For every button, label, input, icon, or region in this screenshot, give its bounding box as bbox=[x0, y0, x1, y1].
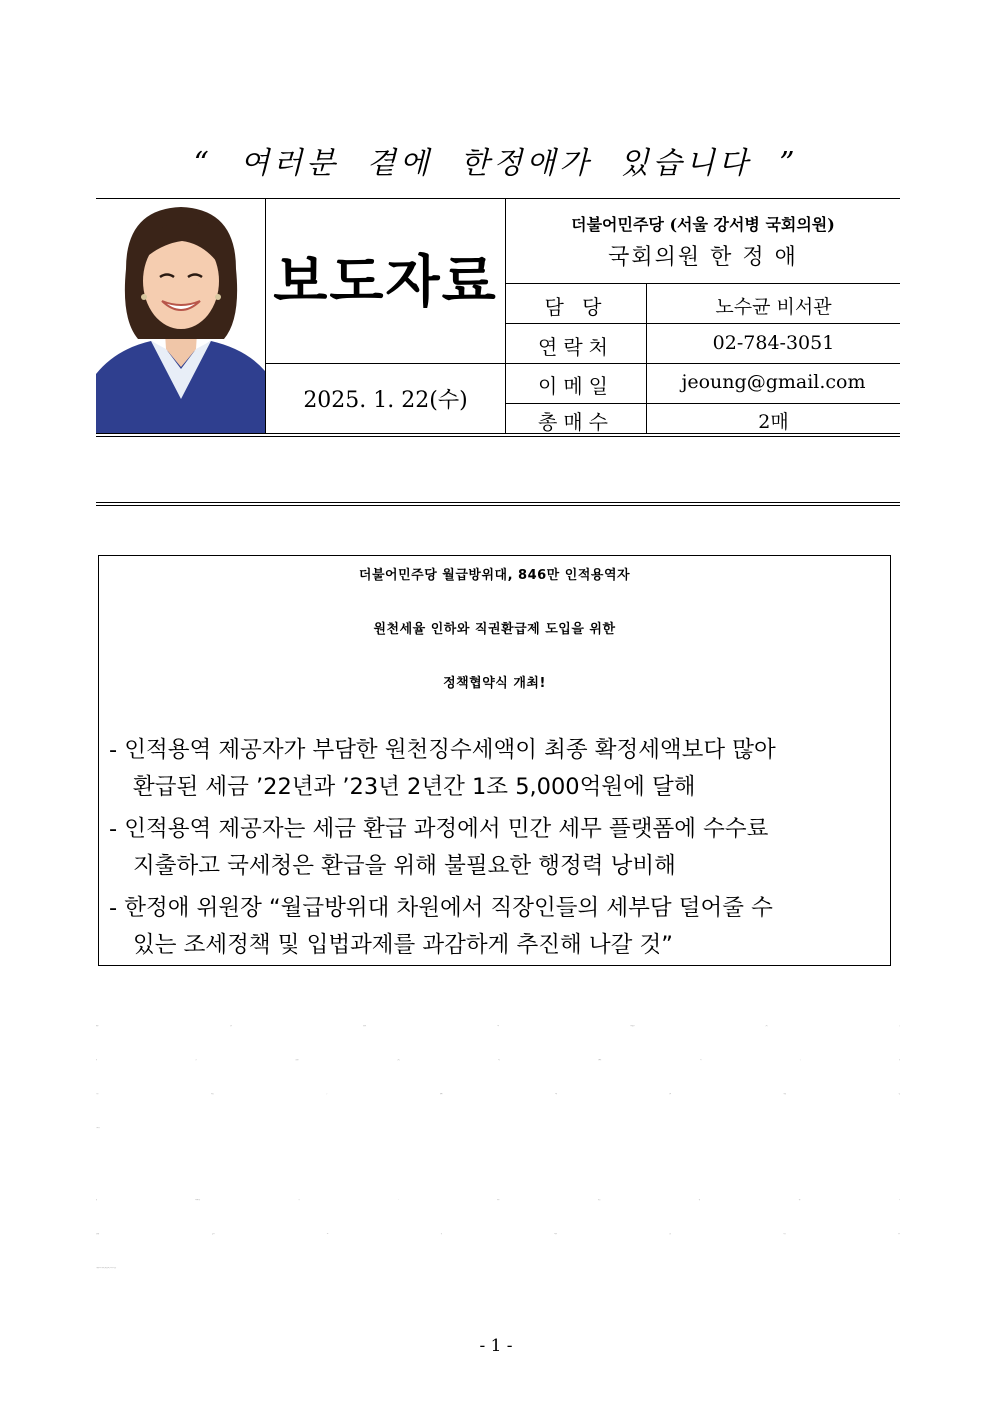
contact-value-manager: 노수균 비서관 bbox=[715, 296, 832, 318]
release-date: 2025. 1. 22(수) bbox=[303, 388, 468, 413]
headline-title-line: 원천세율 인하와 직권환급제 도입을 위한 bbox=[373, 622, 616, 637]
contact-label-manager: 담 당 bbox=[544, 295, 608, 319]
paragraph-line bbox=[96, 1217, 900, 1251]
paragraph-line bbox=[96, 1111, 900, 1145]
paragraph-line bbox=[96, 1077, 900, 1111]
paragraph-line bbox=[96, 1183, 900, 1217]
press-release-header bbox=[96, 198, 900, 436]
header-bottom-rule bbox=[96, 436, 900, 437]
slogan: “ 여러분 곁에 한정애가 있습니다 ” bbox=[193, 146, 799, 181]
contact-row-rule bbox=[505, 363, 900, 364]
paragraph-line bbox=[96, 1009, 900, 1043]
party-line: 더불어민주당 (서울 강서병 국회의원) bbox=[571, 215, 835, 234]
contact-label-pages: 총매수 bbox=[538, 410, 614, 434]
summary-bullet: - 인적용역 제공자가 부담한 원천징수세액이 최종 확정세액보다 많아 bbox=[109, 737, 776, 763]
headline-title-line: 더불어민주당 월급방위대, 846만 인적용역자 bbox=[358, 568, 631, 583]
address-rule bbox=[96, 502, 900, 503]
paragraph-line bbox=[96, 1043, 900, 1077]
summary-bullet-continuation: 있는 조세정책 및 입법과제를 과감하게 추진해 나갈 것” bbox=[133, 932, 673, 958]
release-title: 보도자료 bbox=[273, 250, 498, 315]
member-line: 국회의원 한 정 애 bbox=[608, 245, 798, 270]
contact-label-phone: 연락처 bbox=[538, 335, 614, 359]
summary-bullet: - 인적용역 제공자는 세금 환급 과정에서 민간 세무 플랫폼에 수수료 bbox=[109, 816, 769, 842]
headline-title-line: 정책협약식 개최! bbox=[443, 676, 546, 691]
headline-box bbox=[98, 555, 891, 966]
contact-row-rule bbox=[505, 283, 900, 284]
page-number: - 1 - bbox=[479, 1336, 513, 1356]
contact-value-email: jeoung@gmail.com bbox=[681, 371, 866, 393]
body-paragraph-1 bbox=[96, 1009, 900, 1145]
header-bottom-rule bbox=[96, 433, 900, 434]
date-rule bbox=[265, 363, 505, 364]
legislator-photo bbox=[96, 199, 265, 433]
contact-row-rule bbox=[505, 403, 900, 404]
body-paragraph-2 bbox=[96, 1183, 900, 1285]
summary-bullet-continuation: 환급된 세금 ’22년과 ’23년 2년간 1조 5,000억원에 달해 bbox=[133, 774, 696, 800]
contact-value-pages: 2매 bbox=[758, 411, 789, 433]
summary-bullet-continuation: 지출하고 국세청은 환급을 위해 불필요한 행정력 낭비해 bbox=[133, 853, 676, 879]
summary-bullet: - 한정애 위원장 “월급방위대 차원에서 직장인들의 세부담 덜어줄 수 bbox=[109, 895, 773, 921]
contact-label-email: 이메일 bbox=[538, 374, 614, 398]
paragraph-line bbox=[96, 1251, 900, 1285]
contact-row-rule bbox=[505, 323, 900, 324]
contact-value-phone: 02-784-3051 bbox=[712, 332, 835, 354]
address-rule bbox=[96, 505, 900, 506]
